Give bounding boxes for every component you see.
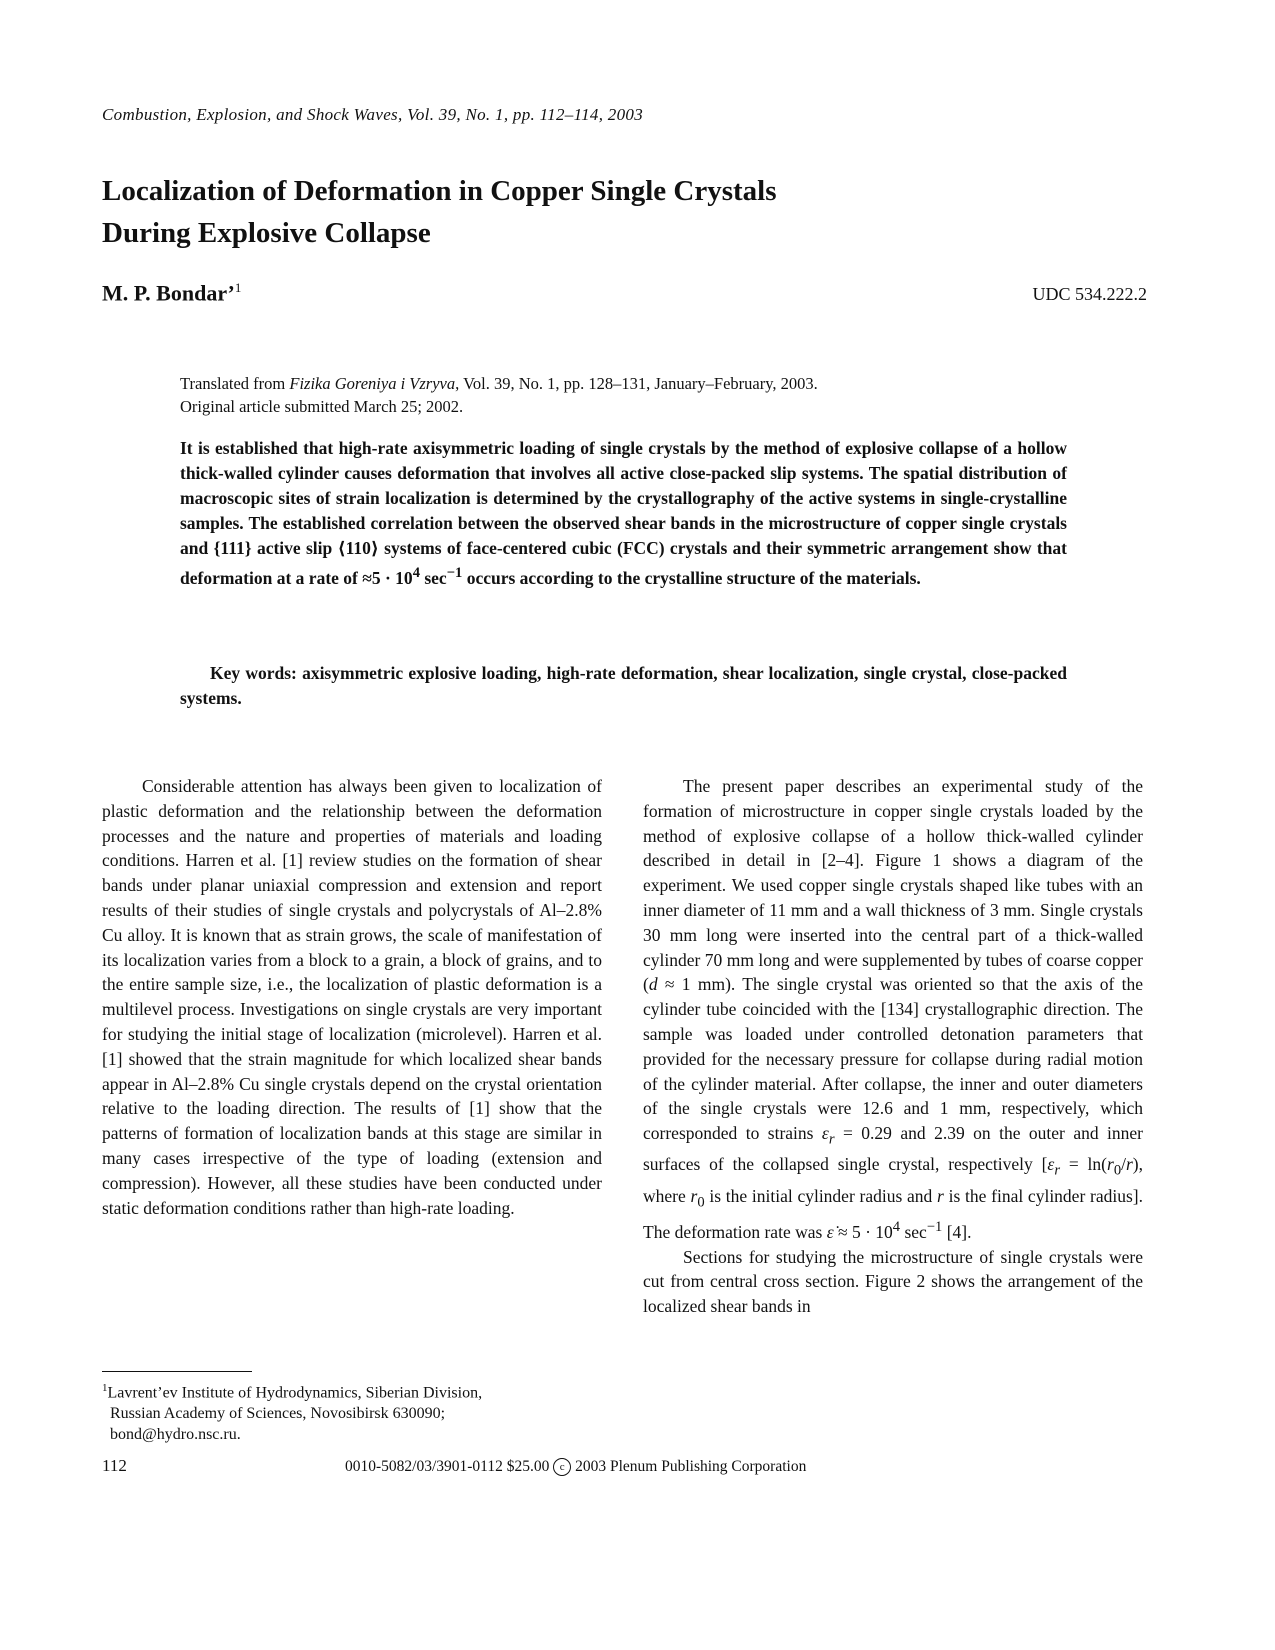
title-line-1: Localization of Deformation in Copper Single Crystals — [102, 175, 777, 207]
copyright-line — [345, 1458, 806, 1476]
math-subscript: r — [828, 1131, 835, 1148]
text-run: sec — [900, 1221, 927, 1242]
running-head: Combustion, Explosion, and Shock Waves, Vol. 39, No. 1, pp. 112–114, 2003 — [102, 105, 644, 124]
math-exponent: 4 — [892, 1219, 901, 1236]
math-var: d — [648, 974, 658, 995]
text-run: = ln( — [1060, 1154, 1107, 1175]
left-paragraph: Considerable attention has always been given to localization of plastic deformation and the relationship between the deformation processes and the nature and properties of materials and loading conditions. Harren et al. [1] review studies on the formation of shear bands under planar uniaxial compression and extension and report results of their studies of single crystals and polycrystals of Al–2.8% Cu alloy. It is known that as strain grows, the scale of manifestation of its localization varies from a block to a grain, a block of grains, and to the entire sample size, i.e., the localization of plastic deformation is a multilevel process. Investigations on single crystals are very important for studying the initial stage of localization (microlevel). Harren et al. [1] showed that the strain magnitude for which localized shear bands appear in Al–2.8% Cu single crystals depend on the crystal orientation relative to the loading direction. The results of [1] show that the patterns of formation of localization bands at this stage are similar in many cases irrespective of the type of loading (extension and compression). However, all these studies have been conducted under static deformation conditions rather than high-rate loading. — [102, 776, 602, 1218]
translated-prefix: Translated from — [180, 374, 286, 393]
math-subscript: 0 — [697, 1194, 705, 1211]
left-column — [102, 774, 602, 1220]
right-paragraph-2: Sections for studying the microstructure of single crystals were cut from central cross section. Figure 2 shows the arrangement of the localized shear bands in — [643, 1246, 1143, 1317]
submitted-note: Original article submitted March 25; 2002. — [180, 397, 464, 416]
title-line-2: During Explosive Collapse — [102, 217, 431, 249]
text-run: is the final cylinder radius]. The deformation rate was — [643, 1185, 1143, 1242]
text-run: / — [1121, 1154, 1126, 1175]
translated-journal: Fizika Goreniya i Vzryva — [289, 374, 456, 393]
translation-note — [180, 372, 1080, 418]
footnote-line-1: Lavrent’ev Institute of Hydrodynamics, Siberian Division, — [107, 1384, 483, 1402]
text-run: = 0.29 and 2.39 on the outer and inner surfaces of the collapsed single crystal, respectively [ — [643, 1123, 1143, 1175]
text-run: ≈ 1 mm). The single crystal was oriented so that the axis of the cylinder tube coincided with the [134] crystallographic direction. The sample was loaded under controlled detonation parameters that provided for the necessary pressure for collapse during radial motion of the cylinder material. After collapse, the inner and outer diameters of the single crystals were 12.6 and 1 mm, respectively, which corresponded to strains — [643, 974, 1143, 1144]
math-var: ε — [1047, 1154, 1055, 1175]
right-column — [643, 774, 1143, 1319]
text-run: ≈ 5 · 10 — [833, 1221, 893, 1242]
abstract — [180, 436, 1067, 590]
copyright-text: 2003 Plenum Publishing Corporation — [575, 1458, 807, 1475]
translated-suffix: , Vol. 39, No. 1, pp. 128–131, January–February, 2003. — [455, 374, 818, 393]
text-run: ), where — [643, 1154, 1143, 1206]
keywords: Key words: axisymmetric explosive loading, high-rate deformation, shear localization, single crystal, close-packed systems. — [180, 663, 1067, 708]
math-subscript: r — [1054, 1162, 1061, 1179]
abstract-part-3: occurs according to the crystalline structure of the materials. — [462, 567, 921, 588]
footnote — [102, 1378, 622, 1445]
copyright-icon: c — [553, 1458, 571, 1476]
text-run: The present paper describes an experimental study of the formation of microstructure in copper single crystals loaded by the method of explosive collapse of a hollow thick-walled cylinder described in detail in [2–4]. Figure 1 shows a diagram of the experiment. We used copper single crystals shaped like tubes with an inner diameter of 11 mm and a wall thickness of 3 mm. Single crystals 30 mm long were inserted into the central part of a thick-walled cylinder 70 mm long and were supplemented by tubes of coarse copper ( — [643, 776, 1143, 995]
math-var: r — [937, 1185, 944, 1206]
text-run: [4]. — [942, 1221, 972, 1242]
math-var: r — [1125, 1154, 1133, 1175]
paper-title — [102, 170, 1102, 254]
math-var: ε̇ — [826, 1221, 834, 1242]
author-name: M. P. Bondar’ — [102, 280, 235, 306]
footnote-line-3: bond@hydro.nsc.ru. — [110, 1426, 241, 1444]
abstract-exponent-2: −1 — [446, 564, 463, 581]
right-paragraph-1 — [643, 774, 1143, 1245]
author-footnote-mark: 1 — [234, 280, 242, 295]
copyright-code: 0010-5082/03/3901-0112 $25.00 — [345, 1458, 550, 1475]
math-var: ε — [821, 1123, 829, 1144]
math-var: r — [1107, 1154, 1114, 1175]
abstract-part-1: It is established that high-rate axisymmetric loading of single crystals by the method of explosive collapse of a hollow thick-walled cylinder causes deformation that involves all active close-packed slip systems. The spatial distribution of macroscopic sites of strain localization is determined by the crystallography of the active systems in single-crystalline samples. The established correlation between the observed shear bands in the microstructure of copper single crystals and {111} active slip ⟨110⟩ systems of face-centered cubic (FCC) crystals and their symmetric arrangement show that deformation at a rate of ≈5 · 10 — [180, 438, 1067, 588]
page-number: 112 — [102, 1456, 127, 1475]
math-subscript: 0 — [1113, 1162, 1122, 1179]
math-exponent: −1 — [926, 1219, 943, 1236]
abstract-exponent-1: 4 — [412, 564, 420, 581]
udc-code: UDC 534.222.2 — [1032, 284, 1147, 304]
footnote-mark: 1 — [102, 1382, 108, 1394]
footnote-rule — [102, 1371, 252, 1372]
author — [102, 280, 241, 306]
footnote-line-2: Russian Academy of Sciences, Novosibirsk 630090; — [110, 1405, 446, 1423]
math-var: r — [690, 1185, 698, 1206]
text-run: is the initial cylinder radius and — [704, 1185, 938, 1206]
abstract-part-2: sec — [419, 567, 447, 588]
